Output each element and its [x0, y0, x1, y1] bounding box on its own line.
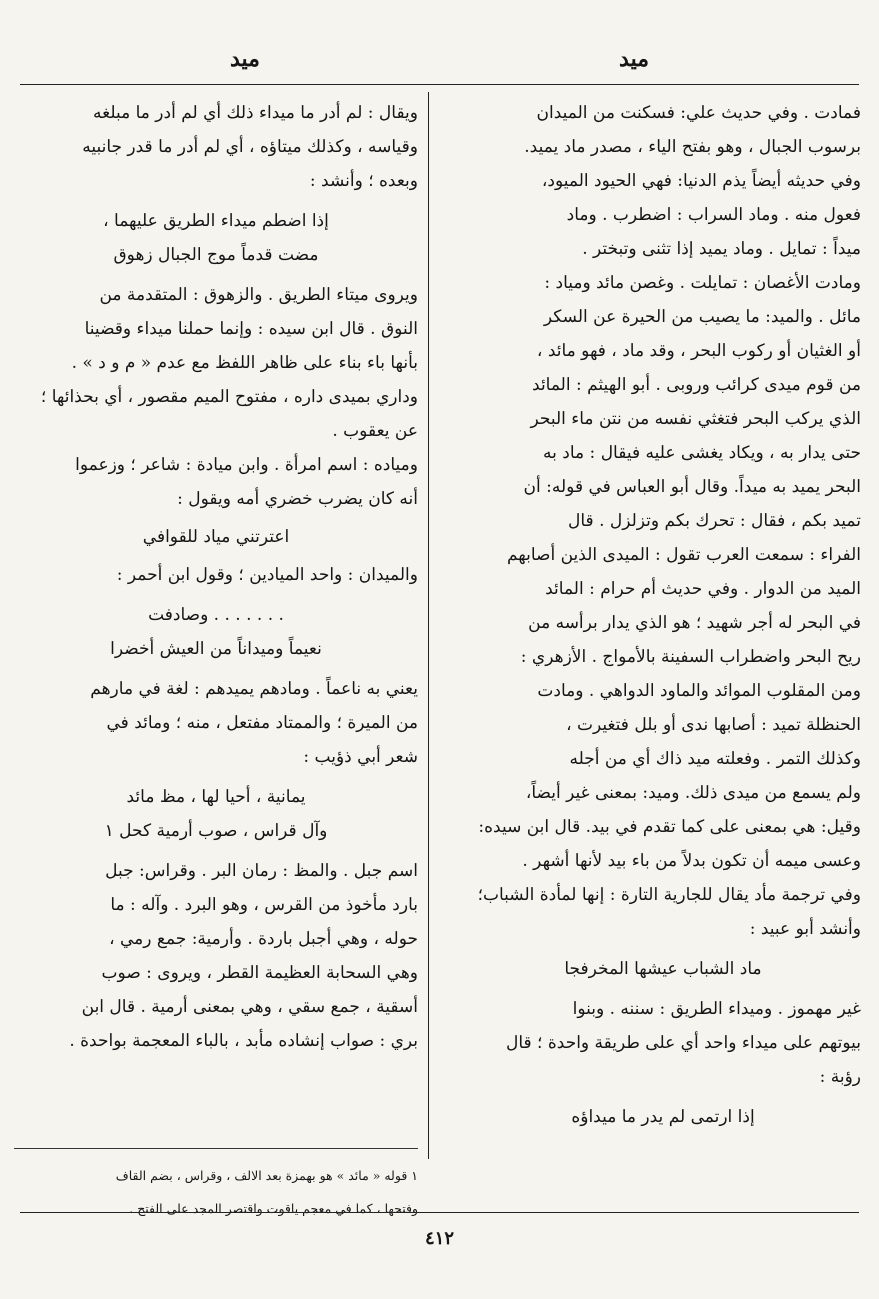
- left-column-block-e: [14, 854, 418, 1058]
- left-verse-3: [14, 780, 418, 848]
- verse-line: . . . . . . . وصادفت: [148, 605, 284, 625]
- left-column-block-d: [14, 672, 418, 774]
- text-line: بيوتهم على ميداء واحد أي على طريقة واحدة ؛ قال: [506, 1033, 861, 1053]
- left-column: [14, 96, 418, 1058]
- left-column-block-c: [14, 558, 418, 592]
- right-column-lines: [465, 96, 861, 946]
- text-line: يعني به ناعماً . ومادهم يميدهم : لغة في مارهم: [90, 679, 418, 699]
- left-column-block-b: [14, 278, 418, 516]
- text-line: في البحر له أجر شهيد ؛ هو الذي يدار برأسه من: [528, 613, 861, 633]
- verse-line: وآل قراس ، صوب أرمية كحل ١: [104, 821, 328, 841]
- right-final-verse: إذا ارتمى لم يدر ما ميداؤه: [571, 1107, 755, 1127]
- text-line: أسقية ، جمع سقي ، وهي بمعنى أرمية . قال ابن: [81, 997, 418, 1017]
- text-line: بأنها باء بناء على ظاهر اللفظ مع عدم « م و د » .: [71, 353, 418, 373]
- text-line: تميد بكم ، فقال : تحرك بكم وتزلزل . قال: [568, 511, 861, 531]
- verse-line: إذا اضطم ميداء الطريق عليهما ،: [103, 211, 329, 231]
- left-column-block-a: [14, 96, 418, 198]
- text-line: أو الغثيان أو ركوب البحر ، وقد ماد ، فهو مائد ،: [536, 341, 861, 361]
- text-line: وقياسه ، وكذلك ميتاؤه ، أي لم أدر ما قدر جانبيه: [82, 137, 418, 157]
- text-line: وبعده ؛ وأنشد :: [309, 171, 418, 191]
- left-verse-1: [14, 204, 418, 272]
- text-line: عن يعقوب .: [332, 421, 418, 441]
- right-running-headword: ميد: [619, 46, 649, 72]
- right-column-after-lines: [465, 992, 861, 1094]
- right-verse: ماد الشباب عيشها المخرفجا: [564, 959, 762, 979]
- right-column: [465, 96, 861, 1140]
- footnote: [14, 1152, 418, 1232]
- text-line: الحنظلة تميد : أصابها ندى أو بلل فتغيرت ،: [566, 715, 861, 735]
- verse-line: مضت قدماً موج الجبال زهوق: [113, 245, 319, 265]
- text-line: والميدان : واحد الميادين ؛ وقول ابن أحمر :: [116, 565, 418, 585]
- text-line: ريح البحر واضطراب السفينة بالأمواج . الأزهري :: [520, 647, 861, 667]
- text-line: رؤبة :: [819, 1067, 861, 1087]
- left-quote: اعترتني مياد للقوافي: [142, 527, 290, 547]
- footnote-line: ١ قوله « مائد » هو بهمزة بعد الالف ، وقراس ، بضم القاف: [115, 1167, 418, 1183]
- left-verse-2: [14, 598, 418, 666]
- text-line: من قوم ميدى كرائب وروبى . أبو الهيثم : المائد: [532, 375, 861, 395]
- text-line: وهي السحابة العظيمة القطر ، ويروى : صوب: [101, 963, 418, 983]
- page-number: ٤١٢: [424, 1228, 454, 1249]
- text-line: ولم يسمع من ميدى ذلك. وميد: بمعنى غير أيضاً،: [525, 783, 861, 803]
- text-line: وفي ترجمة مأد يقال للجارية التارة : إنها لمأدة الشباب؛: [477, 885, 861, 905]
- footnote-rule: [14, 1148, 418, 1149]
- text-line: وفي حديثه أيضاً يذم الدنيا: فهي الحيود الميود،: [541, 171, 861, 191]
- verse-line: نعيماً وميداناً من العيش أخضرا: [110, 639, 322, 659]
- text-line: برسوب الجبال ، وهو بفتح الياء ، مصدر ماد يميد.: [524, 137, 861, 157]
- text-line: حوله ، وهي أجبل باردة . وأرمية: جمع رمي ،: [109, 929, 418, 949]
- verse-line: يمانية ، أحيا لها ، مظ مائد: [126, 787, 306, 807]
- footnote-line: وفتحها ، كما في معجم ياقوت واقتصر المجد على الفتح .: [129, 1201, 418, 1216]
- text-line: وعسى ميمه أن تكون بدلاً من باء بيد لأنها أشهر .: [522, 851, 861, 871]
- text-line: الفراء : سمعت العرب تقول : الميدى الذين أصابهم: [506, 545, 861, 565]
- text-line: بارد مأخوذ من القرس ، وهو البرد . وآله : ما: [110, 895, 418, 915]
- text-line: بري : صواب إنشاده مأبد ، بالباء المعجمة بواحدة .: [69, 1031, 418, 1051]
- text-line: ومياده : اسم امرأة . وابن ميادة : شاعر ؛ وزعموا: [75, 455, 418, 475]
- text-line: وكذلك التمر . وفعلته ميد ذاك أي من أجله: [569, 749, 861, 769]
- text-line: شعر أبي ذؤيب :: [303, 747, 418, 767]
- text-line: فمادت . وفي حديث علي: فسكنت من الميدان: [536, 103, 861, 123]
- text-line: الذي يركب البحر فتغثي نفسه من نتن ماء البحر: [530, 409, 861, 429]
- text-line: ومن المقلوب الموائد والماود الدواهي . ومادت: [537, 681, 861, 701]
- column-divider: [428, 92, 429, 1159]
- text-line: اسم جبل . والمظ : رمان البر . وقراس: جبل: [105, 861, 418, 881]
- text-line: ويقال : لم أدر ما ميداء ذلك أي لم أدر ما مبلغه: [93, 103, 418, 123]
- text-line: النوق . قال ابن سيده : وإنما حملنا ميداء وقضينا: [84, 319, 418, 339]
- text-line: من الميرة ؛ والممتاد مفتعل ، منه ؛ ومائد في: [106, 713, 418, 733]
- text-line: وأنشد أبو عبيد :: [749, 919, 861, 939]
- left-running-headword: ميد: [230, 46, 260, 72]
- text-line: حتى يدار به ، ويكاد يغشى عليه فيقال : ماد به: [543, 443, 861, 463]
- text-line: وداري بميدى داره ، مفتوح الميم مقصور ، أي بحذائها ؛: [40, 387, 418, 407]
- text-line: فعول منه . وماد السراب : اضطرب . وماد: [566, 205, 861, 225]
- text-line: ميداً : تمايل . وماد يميد إذا تثنى وتبختر .: [582, 239, 861, 259]
- text-line: مائل . والميد: ما يصيب من الحيرة عن السكر: [543, 307, 861, 327]
- bottom-rule: [20, 1212, 859, 1213]
- text-line: وقيل: هي بمعنى على كما تقدم في بيد. قال ابن سيده:: [478, 817, 861, 837]
- text-line: غير مهموز . وميداء الطريق : سننه . وبنوا: [572, 999, 861, 1019]
- page-header: [20, 42, 859, 85]
- text-line: البحر يميد به ميداً. وقال أبو العباس في قوله: أن: [523, 477, 861, 497]
- text-line: ويروى ميتاء الطريق . والزهوق : المتقدمة من: [99, 285, 418, 305]
- text-line: الميد من الدوار . وفي حديث أم حرام : المائد: [545, 579, 861, 599]
- text-line: ومادت الأغصان : تمايلت . وغصن مائد ومياد :: [544, 273, 861, 293]
- text-line: أنه كان يضرب خضري أمه ويقول :: [177, 489, 418, 509]
